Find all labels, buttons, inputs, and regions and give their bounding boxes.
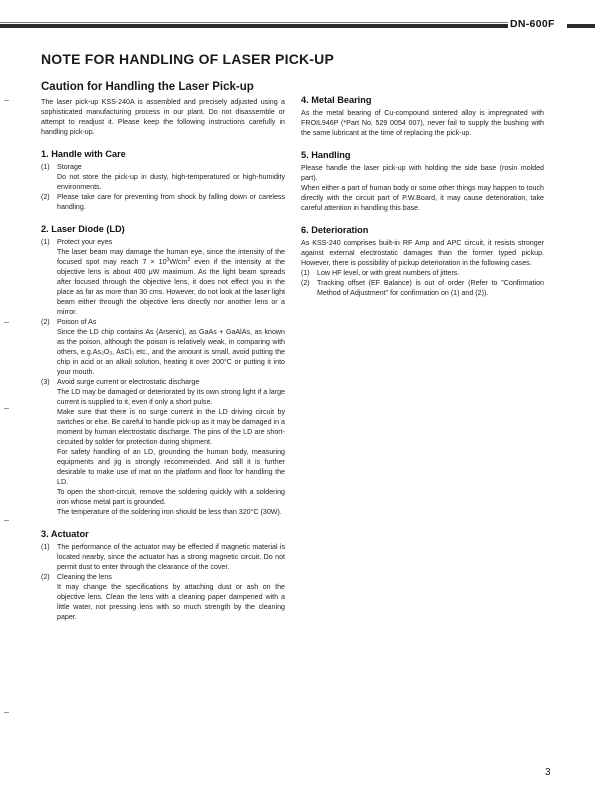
section-body: When either a part of human body or some other things may happen to touch directly with the circuit part of P.W.Board, it may cause deterioration, take careful attention in handling this base. (301, 184, 544, 212)
list-item (41, 317, 285, 327)
margin-mark (4, 100, 9, 101)
header-rule (0, 24, 508, 28)
list-item (41, 192, 285, 212)
item-body: The LD may be damaged or deteriorated by its own strong light if a large current is supplied to it, even if only a short pulse. (57, 388, 285, 406)
page-title: NOTE FOR HANDLING OF LASER PICK-UP (41, 51, 335, 67)
header-band (0, 18, 595, 30)
item-number: (3) (41, 378, 50, 386)
left-column (41, 97, 285, 622)
header-rule-end (567, 24, 595, 28)
item-text: The performance of the actuator may be effected if magnetic material is located nearby, since the actuator has a strong magnetic circuit. Do not permit dust to enter through the clearance of the cover. (57, 543, 285, 571)
section-title: 6. Deterioration (301, 225, 369, 235)
body-text: even if the intensity at the objective lens is about 400 μW maximum. As the light beam spreads after focused through the objective lens, it does not effect you in the place as far as more than 30 cms. However, do not look at the laser light beam either through the objective lens directly nor another lens or a mirror. (57, 258, 285, 316)
list-item (301, 268, 544, 278)
exponent: 3 (166, 257, 170, 263)
item-body: Do not store the pick-up in dusty, high-temperatured or high-humidity environments. (57, 173, 285, 191)
page-number: 3 (545, 767, 551, 778)
section-body: As the metal bearing of Cu-compound sintered alloy is impregnated with FROIL946P (*Part No. 529 0054 007), never fail to supply the bushing with the same lubricant at the time of replacing the pick-up. (301, 109, 544, 137)
list-item (41, 542, 285, 572)
item-body: Make sure that there is no surge current in the LD driving circuit by switches or else. Be careful to handle pick-up as it may be damaged in a moment by human electrostatic discharge. The pins of the LD are short-circuited by solder for protection during shipment. (57, 408, 285, 446)
list-item (41, 377, 285, 387)
section-title: 5. Handling (301, 150, 351, 160)
section-metal-bearing (301, 94, 544, 138)
margin-mark (4, 322, 9, 323)
item-label: Storage (57, 163, 82, 171)
section-body: As KSS-240 comprises built-in RF Amp and APC circuit, it resists stronger against external electrostatic damages than the former typed pickup. However, there is possibility of pickup deterioration in the following cases. (301, 239, 544, 267)
item-number: (1) (41, 163, 50, 171)
body-text: W/cm (169, 258, 188, 266)
item-number: (2) (301, 279, 310, 287)
list-item (41, 237, 285, 247)
item-body: Since the LD chip contains As (Arsenic), as GaAs + GaAlAs, as known as the poison, although the poison is relatively weak, in comparing with others, e.g.As₂O₃, AsCl₃ etc., and the amount is small, avoid putting the chip in acid or an alkali solution, heating it over 200°C or putting it into your mouth. (57, 328, 285, 376)
section-title: 4. Metal Bearing (301, 95, 372, 105)
section-title: 2. Laser Diode (LD) (41, 224, 125, 234)
item-text: Please take care for preventing from shock by falling down or careless handling. (57, 193, 285, 211)
item-body (41, 247, 285, 317)
item-body: It may change the specifications by attaching dust or ash on the objective lens. Clean the lens with a cleaning paper dampened with a little water, not pressing lens with so much strength by the cleaning paper. (57, 583, 285, 621)
margin-mark (4, 520, 9, 521)
caution-intro: The laser pick-up KSS-240A is assembled and precisely adjusted using a sophisticated manufacturing process in our plant. Do not disassemble or attempt to readjust it. Please keep the following instructions carefully in handling pick-up. (41, 98, 285, 136)
item-number: (1) (41, 543, 50, 551)
margin-mark (4, 408, 9, 409)
section-handle-with-care (41, 148, 285, 212)
item-label: Cleaning the lens (57, 573, 112, 581)
item-number: (1) (301, 269, 310, 277)
item-body: For safety handling of an LD, grounding the human body, measuring equipments and jig is strongly recommended. And still it is further desirable to make use of mat on the platform and floor for handling the LD. (57, 448, 285, 486)
margin-mark (4, 712, 9, 713)
item-number: (2) (41, 573, 50, 581)
item-text: Low HF level, or with great numbers of jitters. (317, 269, 460, 277)
item-label: Protect your eyes (57, 238, 113, 246)
section-deterioration (301, 224, 544, 298)
list-item (41, 572, 285, 582)
caution-title: Caution for Handling the Laser Pick-up (41, 81, 254, 93)
list-item (301, 278, 544, 298)
section-laser-diode (41, 223, 285, 517)
item-label: Avoid surge current or electrostatic discharge (57, 378, 200, 386)
item-number: (2) (41, 318, 50, 326)
exponent: 2 (187, 257, 191, 263)
body-text: The laser beam may damage the human eye, since the intensity of the focused spot may reach 7 × 10 (57, 248, 285, 266)
section-title: 3. Actuator (41, 529, 89, 539)
item-body: The temperature of the soldering iron should be less than 320°C (30W). (57, 508, 282, 516)
item-label: Poison of As (57, 318, 97, 326)
section-handling (301, 149, 544, 213)
model-label: DN-600F (510, 18, 555, 30)
section-title: 1. Handle with Care (41, 149, 126, 159)
item-text: Tracking offset (EF Balance) is out of order (Refer to "Confirmation Method of Adjustment" for confirmation on (1) and (2)). (317, 279, 544, 297)
item-number: (1) (41, 238, 50, 246)
section-actuator (41, 528, 285, 622)
list-item (41, 162, 285, 172)
section-body: Please handle the laser pick-up with holding the side base (rosin molded part). (301, 164, 544, 182)
item-number: (2) (41, 193, 50, 201)
right-column (301, 94, 544, 298)
item-body: To open the short-circuit, remove the soldering quickly with a soldering iron whose metal part is grounded. (57, 488, 285, 506)
